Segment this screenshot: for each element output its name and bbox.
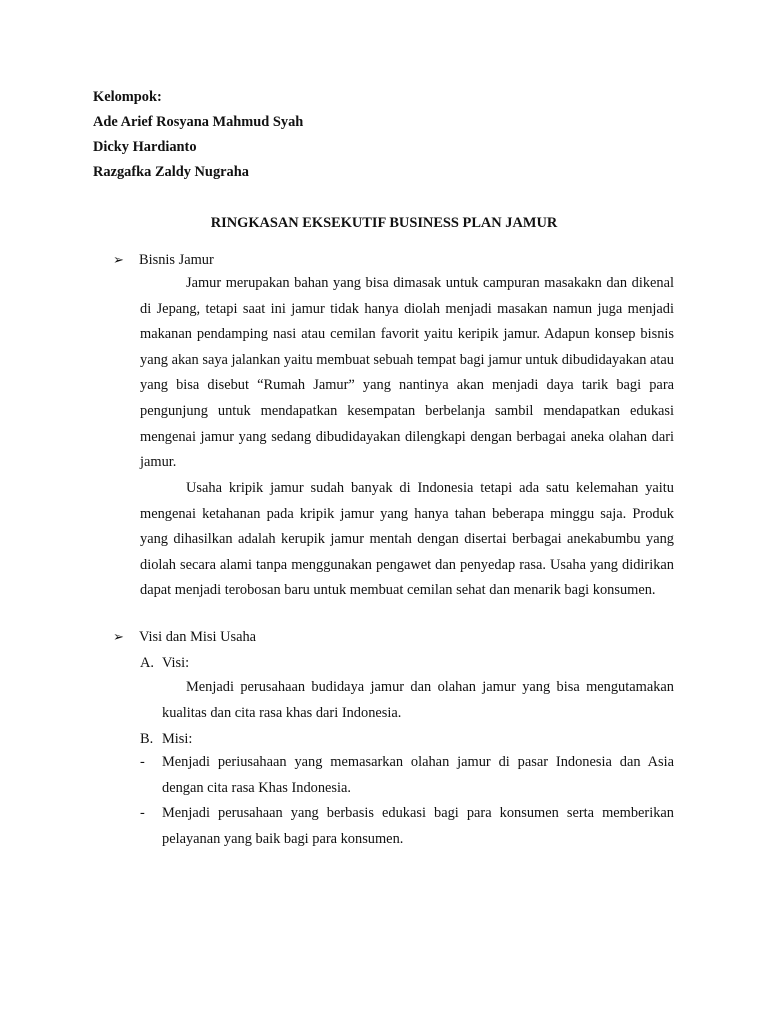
dash-marker: - [140,805,145,821]
visi-label-text: Visi: [162,655,190,671]
group-label: Kelompok: [93,89,162,105]
visi-text: Menjadi perusahaan budidaya jamur dan olahan jamur yang bisa mengutamakan kualitas dan cita rasa khas dari Indonesia. [162,679,674,721]
section-heading-bisnis [113,251,673,270]
misi-item-text: Menjadi periusahaan yang memasarkan olahan jamur di pasar Indonesia dan Asia dengan cita rasa Khas Indonesia. [162,754,674,796]
member-name: Dicky Hardianto [93,139,197,155]
document-title: RINGKASAN EKSEKUTIF BUSINESS PLAN JAMUR [210,215,558,231]
section-heading-text: Bisnis Jamur [139,252,214,268]
misi-label-text: Misi: [162,731,193,747]
paragraph: Usaha kripik jamur sudah banyak di Indonesia tetapi ada satu kelemahan yaitu mengenai ketahanan pada kripik jamur yang hanya tahan beberapa minggu saja. Produk yang dihasilkan adalah kerupik jamur mentah dengan disertai berbagai anekabumbu yang diolah secara alami tanpa menggunakan pengawet dan penyedap rasa. Usaha yang didirikan dapat menjadi terobosan baru untuk membuat cemilan sehat dan menarik bagi konsumen. [140,480,674,599]
misi-label [140,730,192,748]
misi-item-text: Menjadi perusahaan yang berbasis edukasi bagi para konsumen serta memberikan pelayanan yang baik bagi para konsumen. [162,805,674,847]
member-name: Ade Arief Rosyana Mahmud Syah [93,114,304,130]
section-heading-visi-misi [113,628,673,647]
section-heading-text: Visi dan Misi Usaha [139,629,257,645]
arrow-bullet-icon: ➢ [113,630,124,645]
list-letter: B. [140,731,154,747]
list-letter: A. [140,655,154,671]
arrow-bullet-icon: ➢ [113,253,124,268]
dash-marker: - [140,754,145,770]
paragraph: Jamur merupakan bahan yang bisa dimasak untuk campuran masakakn dan dikenal di Jepang, tetapi saat ini jamur tidak hanya diolah menjadi masakan namun juga menjadi makanan pendamping nasi atau cemilan favorit yaitu keripik jamur. Adapun konsep bisnis yang akan saya jalankan yaitu membuat sebuah tempat bagi jamur untuk dibudidayakan atau yang bisa disebut “Rumah Jamur” yang nantinya akan menjadi daya tarik bagi para pengunjung untuk mendapatkan kesempatan berbelanja sambil mendapatkan edukasi mengenai jamur yang sedang dibudidayakan dilengkapi dengan berbagai aneka olahan dari jamur. [140,275,674,471]
misi-item [140,801,674,852]
member-name: Razgafka Zaldy Nugraha [93,164,249,180]
visi-label [140,654,189,672]
misi-item [140,750,674,801]
